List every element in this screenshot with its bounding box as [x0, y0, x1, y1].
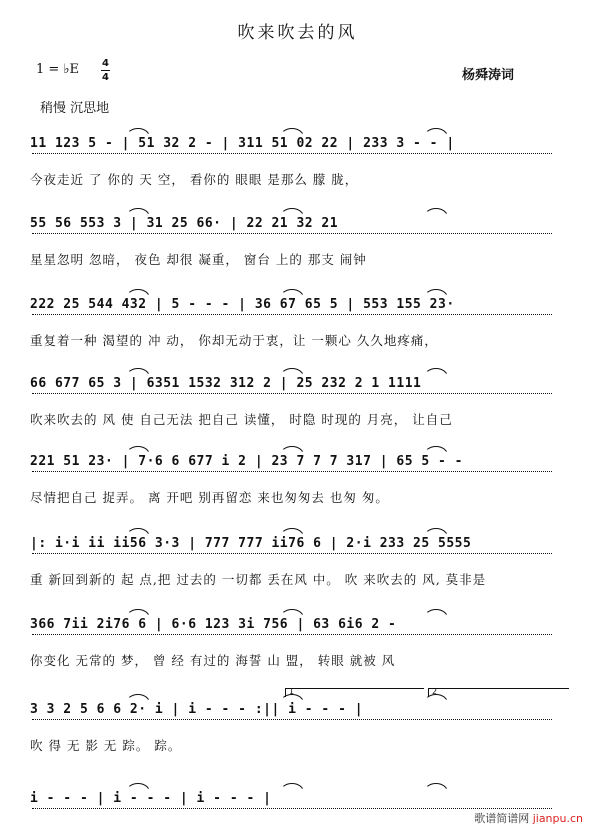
- tie-mark: [280, 609, 304, 618]
- volta-first-number: 1: [289, 687, 295, 696]
- tie-mark: [126, 528, 150, 537]
- tie-mark: [424, 783, 448, 792]
- tie-mark: [280, 289, 304, 298]
- notation-line-7: 366 7ii 2i76 6 | 6·6 123 3i 756 | 63 6i6 2 -: [30, 617, 397, 632]
- tie-mark: [280, 208, 304, 217]
- beam-line: [32, 393, 552, 394]
- tie-mark: [126, 694, 150, 703]
- watermark-text: 歌谱简谱网: [474, 812, 530, 825]
- tie-mark: [126, 446, 150, 455]
- meter-divider: [101, 70, 110, 71]
- watermark: [474, 810, 583, 826]
- beam-line: [32, 233, 552, 234]
- lyric-line-3: 重复着一种 渴望的 冲 动， 你却无动于衷，让 一颗心 久久地疼痛，: [30, 333, 438, 348]
- lyric-line-7: 你变化 无常的 梦， 曾 经 有过的 海誓 山 盟， 转眼 就被 风: [30, 653, 396, 668]
- lyric-line-1: 今夜走近 了 你的 天 空， 看你的 眼眼 是那么 朦 胧，: [30, 172, 359, 187]
- lyric-line-4: 吹来吹去的 风 使 自己无法 把自己 读懂， 时隐 时现的 月亮， 让自己: [30, 412, 453, 427]
- tie-mark: [126, 208, 150, 217]
- tie-mark: [126, 289, 150, 298]
- tie-mark: [424, 446, 448, 455]
- tie-mark: [280, 128, 304, 137]
- tie-mark: [424, 289, 448, 298]
- watermark-site: jianpu.cn: [532, 812, 583, 825]
- notation-line-3: 222 25 544 432 | 5 - - - | 36 67 65 5 | 553 155 23·: [30, 297, 455, 312]
- page-title: 吹来吹去的风: [237, 23, 358, 43]
- lyric-line-8: 吹 得 无 影 无 踪。 踪。: [30, 738, 182, 753]
- volta-first-bracket: [285, 688, 424, 697]
- tie-mark: [126, 128, 150, 137]
- notation-line-2: 55 56 553 3 | 31 25 66· | 22 21 32 21: [30, 216, 339, 231]
- lyricist-credit: 杨舜涛词: [462, 68, 515, 83]
- volta-second-bracket: [428, 688, 569, 697]
- tie-mark: [424, 609, 448, 618]
- tie-mark: [424, 128, 448, 137]
- tie-mark: [424, 528, 448, 537]
- tie-mark: [280, 528, 304, 537]
- key-signature: 1 = ♭E: [36, 62, 80, 77]
- lyric-line-6: 重 新回到新的 起 点,把 过去的 一切都 丢在风 中。 吹 来吹去的 风, 莫非是: [30, 572, 487, 587]
- beam-line: [32, 314, 552, 315]
- notation-line-1: 11 123 5 - | 51 32 2 - | 311 51 02 22 | 233 3 - - |: [30, 136, 455, 151]
- time-signature: [101, 58, 110, 83]
- meter-bottom: 4: [102, 72, 109, 83]
- tie-mark: [280, 783, 304, 792]
- tempo-marking: 稍慢 沉思地: [40, 101, 110, 116]
- tie-mark: [424, 208, 448, 217]
- notation-line-8: 3 3 2 5 6 6 2· i | i - - - :|| i - - - |: [30, 702, 364, 717]
- tie-mark: [424, 368, 448, 377]
- tie-mark: [280, 368, 304, 377]
- notation-line-9: i - - - | i - - - | i - - - |: [30, 791, 272, 806]
- tie-mark: [126, 368, 150, 377]
- beam-line: [32, 719, 552, 720]
- beam-line: [32, 553, 552, 554]
- tie-mark: [126, 783, 150, 792]
- lyric-line-5: 尽情把自己 捉弄。 离 开吧 别再留恋 来也匆匆去 也匆 匆。: [30, 490, 389, 505]
- tie-mark: [280, 446, 304, 455]
- notation-line-6: |: i·i ii ii56 3·3 | 777 777 ii76 6 | 2·i 233 25 5555: [30, 536, 472, 551]
- lyric-line-2: 星星忽明 忽暗， 夜色 却很 凝重， 窗台 上的 那支 闹钟: [30, 252, 367, 267]
- notation-line-5: 221 51 23· | 7·6 6 677 i 2 | 23 7 7 7 317 | 65 5 - -: [30, 454, 463, 469]
- beam-line: [32, 634, 552, 635]
- notation-line-4: 66 677 65 3 | 6351 1532 312 2 | 25 232 2 1 1111: [30, 376, 422, 391]
- meter-top: 4: [102, 58, 109, 69]
- volta-second-number: 2: [432, 687, 438, 696]
- beam-line: [32, 153, 552, 154]
- beam-line: [32, 808, 552, 809]
- beam-line: [32, 471, 552, 472]
- tie-mark: [126, 609, 150, 618]
